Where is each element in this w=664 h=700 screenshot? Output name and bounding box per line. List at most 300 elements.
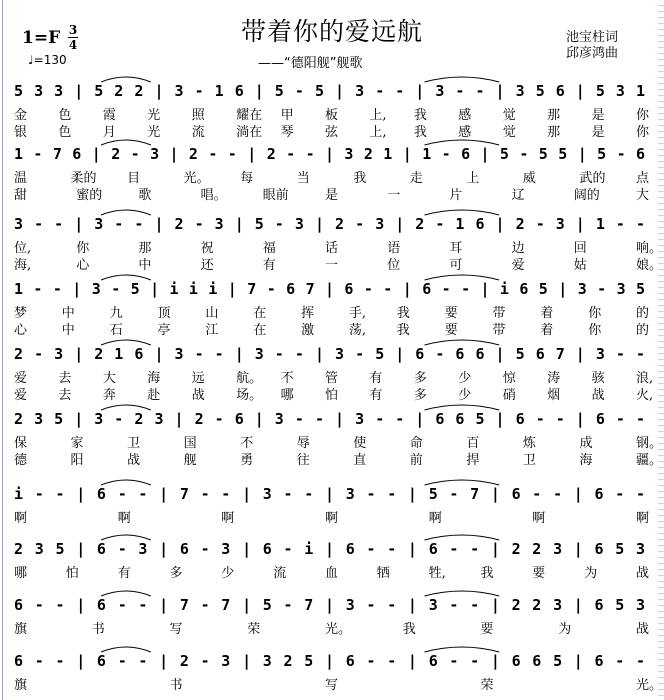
- note: 3: [262, 485, 272, 503]
- lyric-syllable: 月: [102, 125, 116, 140]
- note: 6: [422, 280, 432, 298]
- note: 6: [515, 410, 525, 428]
- lyric-syllable: 海: [579, 453, 593, 468]
- barline: |: [174, 410, 184, 428]
- slur-marks: [0, 473, 664, 487]
- barline: |: [159, 485, 169, 503]
- note: 7: [179, 485, 189, 503]
- note: 6: [262, 540, 272, 558]
- notation-line: [0, 485, 664, 507]
- note: -: [274, 215, 284, 233]
- lyric-syllable: 心: [14, 323, 28, 338]
- lyric-syllable: 百: [466, 436, 480, 451]
- lyric-syllable: 旗: [14, 678, 28, 693]
- note: 5: [54, 410, 64, 428]
- slur-marks: [0, 528, 664, 542]
- barline: |: [415, 82, 425, 100]
- slur-marks: [0, 398, 664, 412]
- note: -: [286, 145, 296, 163]
- slur-arc: [425, 647, 500, 652]
- lyric-syllable: 顶: [157, 306, 171, 321]
- lyric-syllable: 疆。: [636, 453, 663, 468]
- note: 3: [14, 215, 24, 233]
- lyric-syllable: 舰: [183, 453, 197, 468]
- lyric-syllable: 战: [127, 453, 141, 468]
- lyric-syllable: 为: [558, 622, 572, 637]
- note: -: [395, 410, 405, 428]
- note: 3: [616, 280, 626, 298]
- note: -: [387, 540, 397, 558]
- slur-arc: [101, 591, 151, 596]
- note: 5: [94, 82, 104, 100]
- lyric-syllable: 哪: [14, 566, 28, 581]
- lyric-syllable: 要: [444, 323, 458, 338]
- barline: |: [234, 345, 244, 363]
- note: 7: [555, 345, 565, 363]
- note: 7: [470, 485, 480, 503]
- lyric-syllable: 我: [413, 108, 427, 123]
- barline: |: [335, 82, 345, 100]
- barline: |: [395, 215, 405, 233]
- note: 3: [345, 596, 355, 614]
- lyric-syllable: 怕: [325, 388, 339, 403]
- note: -: [615, 652, 625, 670]
- note: -: [304, 485, 314, 503]
- barline: |: [573, 540, 583, 558]
- note: 2: [266, 145, 276, 163]
- notation-line: [0, 540, 664, 562]
- notation-line: [0, 145, 664, 167]
- barline: |: [169, 145, 179, 163]
- note: 6: [428, 652, 438, 670]
- lyric-syllable: 带: [492, 306, 506, 321]
- barline: |: [573, 596, 583, 614]
- notation-line: [0, 345, 664, 367]
- note: 6: [345, 540, 355, 558]
- lyric-syllable: 为: [584, 566, 598, 581]
- note: 2: [14, 345, 24, 363]
- note: 6: [344, 280, 354, 298]
- note: 6: [511, 485, 521, 503]
- note: 6: [455, 410, 465, 428]
- lyric-syllable: 硝: [502, 388, 516, 403]
- lyric-syllable: 钢。: [636, 436, 663, 451]
- lyric-syllable: 一: [387, 188, 401, 203]
- lyric-syllable: 色: [58, 108, 72, 123]
- note: 3: [345, 485, 355, 503]
- barline: |: [154, 345, 164, 363]
- barline: |: [76, 485, 86, 503]
- lyric-syllable: 烟: [547, 388, 561, 403]
- barline: |: [325, 652, 335, 670]
- note: 6: [96, 540, 106, 558]
- note: -: [532, 485, 542, 503]
- lyric-syllable: 娘。: [636, 258, 663, 273]
- note: 3: [274, 410, 284, 428]
- lyric-syllable: 流: [191, 125, 205, 140]
- lyric-syllable: 保: [14, 436, 28, 451]
- lyric-syllable: 光。: [325, 622, 352, 637]
- note: -: [470, 540, 480, 558]
- note: 6: [179, 540, 189, 558]
- note: -: [597, 280, 607, 298]
- lyric-line: [0, 562, 664, 580]
- note: 5: [304, 652, 314, 670]
- lyric-syllable: 多: [413, 371, 427, 386]
- lyric-syllable: 边: [511, 241, 525, 256]
- slur-arc: [425, 275, 500, 280]
- note: 6: [234, 410, 244, 428]
- lyric-syllable: 梦: [14, 306, 28, 321]
- note: 1: [383, 145, 393, 163]
- lyric-syllable: 你: [588, 323, 602, 338]
- note: -: [33, 145, 43, 163]
- barline: |: [573, 652, 583, 670]
- lyric-line: [0, 184, 664, 202]
- note: -: [615, 410, 625, 428]
- lyric-syllable: 中: [61, 306, 75, 321]
- lyric-syllable: 牲,: [428, 566, 446, 581]
- note: 7: [247, 280, 257, 298]
- lyric-syllable: 是: [591, 125, 605, 140]
- lyric-syllable: 哪: [280, 388, 294, 403]
- notation-line: [0, 82, 664, 104]
- note: 5: [636, 280, 646, 298]
- lyric-syllable: 点: [636, 171, 650, 186]
- note: 3: [174, 345, 184, 363]
- barline: |: [234, 215, 244, 233]
- note: i: [208, 280, 218, 298]
- note: 5: [475, 410, 485, 428]
- note: 6: [96, 652, 106, 670]
- barline: |: [490, 596, 500, 614]
- note: -: [355, 345, 365, 363]
- note: 5: [538, 280, 548, 298]
- note: -: [114, 215, 124, 233]
- lyric-syllable: 威: [522, 171, 536, 186]
- note: -: [283, 485, 293, 503]
- note: -: [274, 345, 284, 363]
- note: 5: [538, 145, 548, 163]
- note: -: [636, 485, 646, 503]
- lyric-syllable: 炼: [522, 436, 536, 451]
- note: 5: [558, 145, 568, 163]
- slur-arc: [101, 480, 151, 485]
- note: -: [111, 280, 121, 298]
- lyric-syllable: 九: [109, 306, 123, 321]
- barline: |: [407, 652, 417, 670]
- lyric-syllable: 耀在: [236, 108, 263, 123]
- lyric-syllable: 爱: [14, 388, 28, 403]
- note: 3: [515, 82, 525, 100]
- barline: |: [407, 596, 417, 614]
- lyric-syllable: 前: [409, 453, 423, 468]
- note: 7: [305, 280, 315, 298]
- barline: |: [76, 540, 86, 558]
- note: 3: [91, 280, 101, 298]
- note: -: [636, 410, 646, 428]
- slur-arc: [101, 140, 151, 145]
- lyric-syllable: 大: [102, 371, 116, 386]
- barline: |: [407, 540, 417, 558]
- lyric-syllable: 照: [191, 108, 205, 123]
- note: 3: [174, 82, 184, 100]
- note: 1: [455, 215, 465, 233]
- note: 7: [304, 596, 314, 614]
- barline: |: [72, 280, 82, 298]
- note: 3: [435, 82, 445, 100]
- barline: |: [154, 82, 164, 100]
- lyric-syllable: 温: [14, 171, 28, 186]
- lyric-syllable: 的: [636, 323, 650, 338]
- lyric-syllable: 国: [183, 436, 197, 451]
- lyric-syllable: 牺: [376, 566, 390, 581]
- lyric-syllable: 战: [636, 566, 650, 581]
- lyric-syllable: 淌在: [236, 125, 263, 140]
- note: -: [117, 596, 127, 614]
- note: 3: [335, 345, 345, 363]
- lyric-syllable: 银: [14, 125, 28, 140]
- lyric-line: [0, 104, 664, 122]
- note: -: [138, 652, 148, 670]
- lyric-syllable: 姑: [573, 258, 587, 273]
- note: 6: [636, 145, 646, 163]
- lyric-syllable: 啊: [117, 511, 131, 526]
- lyric-syllable: 阳: [70, 453, 84, 468]
- note: -: [553, 485, 563, 503]
- note: 3: [595, 345, 605, 363]
- lyric-syllable: 的: [636, 306, 650, 321]
- note: -: [200, 485, 210, 503]
- lyric-syllable: 手,: [348, 306, 367, 321]
- lyric-syllable: 战: [636, 622, 650, 637]
- lyric-syllable: 旗: [14, 622, 28, 637]
- note: -: [294, 410, 304, 428]
- note: -: [52, 280, 62, 298]
- song-subtitle: ——“德阳舰”舰歌: [258, 56, 363, 71]
- note: 1: [114, 345, 124, 363]
- lyric-syllable: 辱: [296, 436, 310, 451]
- note: -: [114, 410, 124, 428]
- note: 6: [134, 345, 144, 363]
- note: -: [221, 485, 231, 503]
- notation-line: [0, 410, 664, 432]
- note: -: [535, 410, 545, 428]
- lyric-syllable: 涛: [547, 371, 561, 386]
- note: -: [134, 215, 144, 233]
- barline: |: [325, 280, 335, 298]
- barline: |: [74, 345, 84, 363]
- note: 5: [428, 485, 438, 503]
- lyric-syllable: 我: [396, 306, 410, 321]
- note: 2: [415, 215, 425, 233]
- note: -: [55, 652, 65, 670]
- note: 5: [595, 82, 605, 100]
- note: -: [449, 596, 459, 614]
- note: -: [615, 485, 625, 503]
- lyric-syllable: 少: [458, 371, 472, 386]
- barline: |: [402, 145, 412, 163]
- note: -: [441, 280, 451, 298]
- note: -: [214, 345, 224, 363]
- note: -: [383, 280, 393, 298]
- lyric-line: [0, 432, 664, 450]
- note: 3: [555, 215, 565, 233]
- note: -: [283, 540, 293, 558]
- lyric-syllable: 不: [280, 371, 294, 386]
- note: -: [395, 82, 405, 100]
- note: 6: [345, 652, 355, 670]
- lyric-syllable: 爱: [511, 258, 525, 273]
- barline: |: [558, 280, 568, 298]
- note: 6: [595, 410, 605, 428]
- lyric-syllable: 那: [547, 108, 561, 123]
- note: 5: [375, 345, 385, 363]
- notation-line: [0, 215, 664, 237]
- barline: |: [490, 652, 500, 670]
- lyric-syllable: 中: [138, 258, 152, 273]
- lyric-line: [0, 167, 664, 185]
- note: 7: [52, 145, 62, 163]
- lyric-syllable: 目: [127, 171, 141, 186]
- note: -: [449, 652, 459, 670]
- note: -: [387, 485, 397, 503]
- slur-arc: [425, 340, 500, 345]
- note: 3: [355, 410, 365, 428]
- lyric-syllable: 眼前: [262, 188, 289, 203]
- note: 6: [594, 485, 604, 503]
- lyric-syllable: 浪,: [636, 371, 654, 386]
- barline: |: [76, 652, 86, 670]
- lyric-syllable: 荡,: [348, 323, 367, 338]
- lyric-syllable: 我: [413, 125, 427, 140]
- slur-marks: [0, 584, 664, 598]
- note: 6: [532, 652, 542, 670]
- note: 6: [594, 652, 604, 670]
- barline: |: [495, 410, 505, 428]
- tempo-marking: ♩=130: [28, 53, 67, 67]
- note: 3: [221, 652, 231, 670]
- note: -: [194, 215, 204, 233]
- barline: |: [480, 280, 490, 298]
- lyric-syllable: 德: [14, 453, 28, 468]
- note: -: [366, 652, 376, 670]
- note: 1: [422, 145, 432, 163]
- note: 2: [134, 82, 144, 100]
- lyric-syllable: 感: [458, 125, 472, 140]
- lyric-syllable: 还: [200, 258, 214, 273]
- note: 6: [96, 485, 106, 503]
- note: 6: [555, 82, 565, 100]
- note: -: [375, 82, 385, 100]
- note: -: [461, 280, 471, 298]
- note: 1: [214, 82, 224, 100]
- barline: |: [495, 345, 505, 363]
- lyric-syllable: 位,: [14, 241, 32, 256]
- note: 5: [262, 596, 272, 614]
- lyric-syllable: 海: [147, 371, 161, 386]
- note: 5: [55, 540, 65, 558]
- lyric-syllable: 去: [58, 388, 72, 403]
- note: 1: [636, 82, 646, 100]
- note: -: [636, 345, 646, 363]
- lyric-syllable: 勇: [240, 453, 254, 468]
- lyric-syllable: 往: [296, 453, 310, 468]
- note: -: [208, 145, 218, 163]
- note: -: [366, 540, 376, 558]
- lyric-syllable: 光: [147, 125, 161, 140]
- lyric-syllable: 觉: [502, 125, 516, 140]
- note: -: [441, 145, 451, 163]
- note: -: [138, 596, 148, 614]
- slur-marks: [0, 133, 664, 147]
- lyric-syllable: 使: [353, 436, 367, 451]
- barline: |: [242, 485, 252, 503]
- note: 5: [553, 652, 563, 670]
- lyric-syllable: 啊: [532, 511, 546, 526]
- note: -: [194, 345, 204, 363]
- note: -: [355, 215, 365, 233]
- barline: |: [242, 652, 252, 670]
- barline: |: [407, 485, 417, 503]
- lyric-syllable: 卫: [127, 436, 141, 451]
- lyric-syllable: 写: [325, 678, 339, 693]
- slur-arc: [425, 140, 500, 145]
- lyric-syllable: 多: [413, 388, 427, 403]
- note: 2: [335, 215, 345, 233]
- lyric-syllable: 响。: [636, 241, 663, 256]
- barline: |: [242, 596, 252, 614]
- lyric-syllable: 弦: [325, 125, 339, 140]
- lyric-syllable: 板: [325, 108, 339, 123]
- note: -: [315, 410, 325, 428]
- note: 3: [254, 345, 264, 363]
- note: -: [266, 280, 276, 298]
- song-title: 带着你的爱远航: [240, 17, 423, 46]
- note: 2: [14, 540, 24, 558]
- lyric-syllable: 奔: [102, 388, 116, 403]
- lyric-syllable: 祝: [200, 241, 214, 256]
- lyric-syllable: 光: [147, 108, 161, 123]
- slur-marks: [0, 203, 664, 217]
- note: 6: [14, 596, 24, 614]
- lyric-syllable: 荣: [480, 678, 494, 693]
- note: 6: [435, 410, 445, 428]
- note: 6: [455, 345, 465, 363]
- slur-arc: [425, 405, 500, 410]
- note: i: [304, 540, 314, 558]
- note: 2: [194, 410, 204, 428]
- note: -: [117, 540, 127, 558]
- barline: |: [575, 215, 585, 233]
- lyric-syllable: 你: [76, 241, 90, 256]
- note: 5: [535, 82, 545, 100]
- lyric-syllable: 卫: [522, 453, 536, 468]
- note: 1: [595, 215, 605, 233]
- lyric-syllable: 多: [169, 566, 183, 581]
- note: -: [34, 215, 44, 233]
- note: -: [117, 485, 127, 503]
- slur-arc: [425, 591, 500, 596]
- lyric-syllable: 中: [61, 323, 75, 338]
- note: 5: [615, 596, 625, 614]
- note: -: [33, 280, 43, 298]
- barline: |: [315, 215, 325, 233]
- note: 2: [515, 215, 525, 233]
- lyric-syllable: 你: [588, 306, 602, 321]
- lyric-syllable: 要: [532, 566, 546, 581]
- slur-arc: [101, 535, 151, 540]
